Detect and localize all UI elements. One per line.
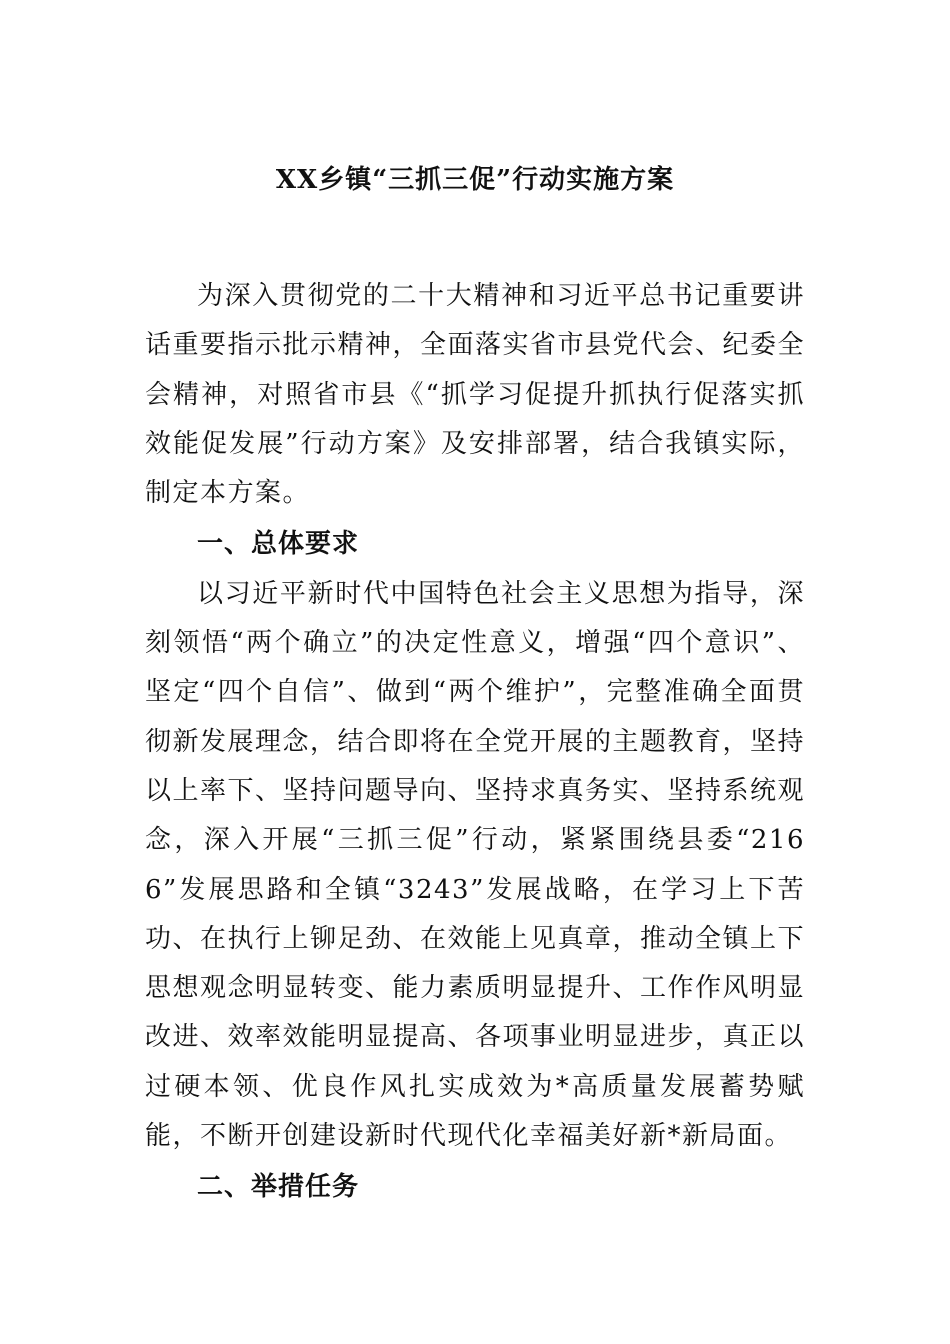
section-heading-measures-tasks: 二、举措任务 <box>197 1172 360 1203</box>
document-title: XX乡镇“三抓三促”行动实施方案 <box>275 165 675 195</box>
general-requirements-paragraph: 以习近平新时代中国特色社会主义思想为指导，深刻领悟“两个确立”的决定性意义，增强“四个意识”、坚定“四个自信”、做到“两个维护”，完整准确全面贯彻新发展理念，结合即将在全党开展的主题教育，坚持以上率下、坚持问题导向、坚持求真务实、坚持系统观念，深入开展“三抓三促”行动，紧紧围绕县委“2166”发展思路和全镇“3243”发展战略，在学习上下苦功、在执行上铆足劲、在效能上见真章，推动全镇上下思想观念明显转变、能力素质明显提升、工作作风明显改进、效率效能明显提高、各项事业明显进步，真正以过硬本领、优良作风扎实成效为*高质量发展蓄势赋能，不断开创建设新时代现代化幸福美好新*新局面。 <box>145 578 806 1152</box>
intro-paragraph: 为深入贯彻党的二十大精神和习近平总书记重要讲话重要指示批示精神，全面落实省市县党代会、纪委全会精神，对照省市县《“抓学习促提升抓执行促落实抓效能促发展”行动方案》及安排部署，结合我镇实际，制定本方案。 <box>145 281 806 509</box>
section-heading-general-requirements: 一、总体要求 <box>197 529 360 560</box>
document-body <box>145 272 805 1213</box>
